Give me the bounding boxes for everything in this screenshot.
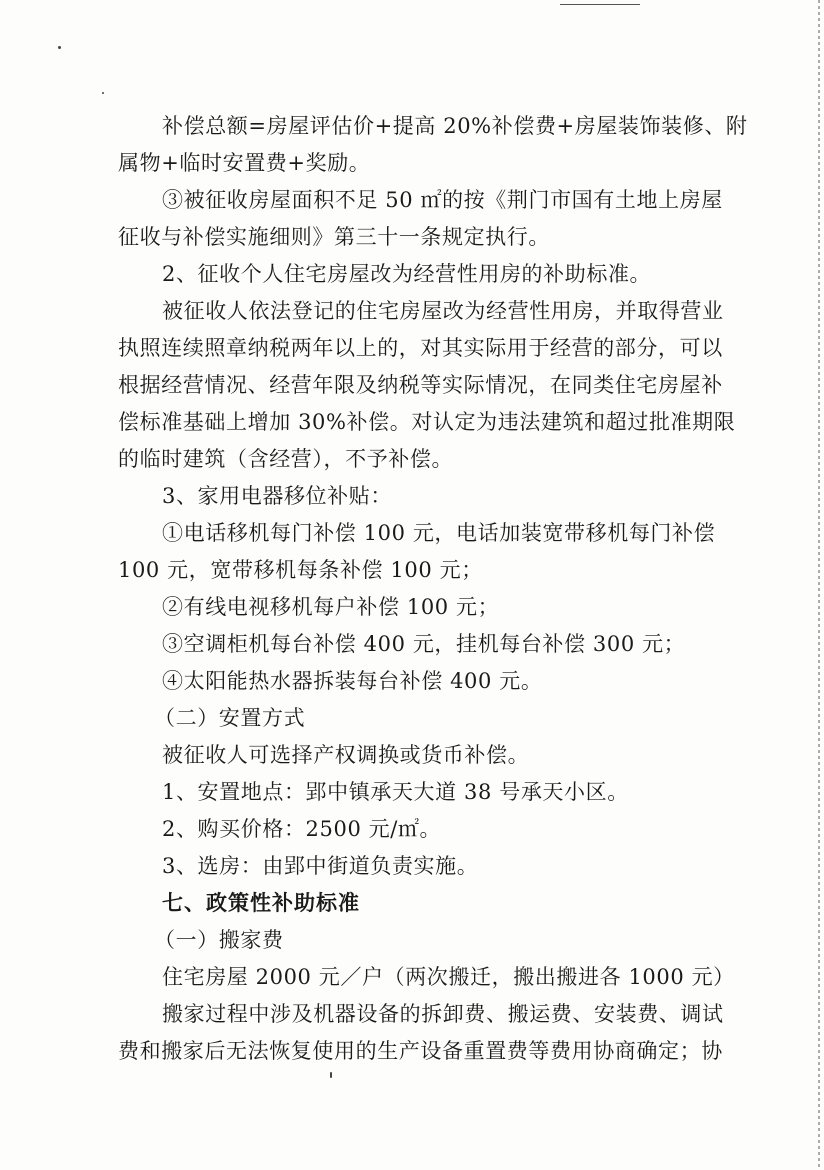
body-line-10: 的临时建筑（含经营），不予补偿。 (118, 447, 454, 471)
body-line-1: 补偿总额=房屋评估价+提高 20%补偿费+房屋装饰装修、附 (162, 114, 748, 138)
body-line-19: 1、安置地点：郢中镇承天大道 38 号承天小区。 (162, 780, 629, 804)
body-line-15: ③空调柜机每台补偿 400 元，挂机每台补偿 300 元； (162, 632, 686, 656)
body-line-24: 住宅房屋 2000 元／户（两次搬迁，搬出搬进各 1000 元） (162, 965, 735, 989)
section-heading-2: 2、征收个人住宅房屋改为经营性用房的补助标准。 (162, 262, 652, 286)
body-line-12: ①电话移机每门补偿 100 元，电话加装宽带移机每门补偿 (162, 521, 716, 545)
body-line-16: ④太阳能热水器拆装每台补偿 400 元。 (162, 669, 543, 693)
body-line-7: 执照连续照章纳税两年以上的，对其实际用于经营的部分，可以 (118, 336, 723, 360)
scan-speck (330, 1072, 332, 1078)
body-line-25: 搬家过程中涉及机器设备的拆卸费、搬运费、安装费、调试 (162, 1002, 724, 1026)
section-heading-3: 3、家用电器移位补贴： (162, 484, 392, 508)
scan-edge-mark (560, 4, 640, 5)
body-line-6: 被征收人依法登记的住宅房屋改为经营性用房，并取得营业 (162, 299, 724, 323)
scan-speck (102, 92, 104, 94)
body-line-14: ②有线电视移机每户补偿 100 元； (162, 595, 500, 619)
scan-speck (58, 46, 61, 49)
chapter-heading-7: 七、政策性补助标准 (162, 891, 360, 915)
body-line-4: 征收与补偿实施细则》第三十一条规定执行。 (118, 225, 550, 249)
body-line-21: 3、选房：由郢中街道负责实施。 (162, 854, 479, 878)
body-line-26: 费和搬家后无法恢复使用的生产设备重置费等费用协商确定；协 (118, 1039, 723, 1063)
body-line-3: ③被征收房屋面积不足 50 ㎡的按《荆门市国有土地上房屋 (162, 188, 723, 212)
body-line-13: 100 元，宽带移机每条补偿 100 元； (118, 558, 483, 582)
body-line-18: 被征收人可选择产权调换或货币补偿。 (162, 743, 530, 767)
subsection-heading-2: （二）安置方式 (154, 706, 306, 730)
scan-edge-shadow (818, 0, 820, 1170)
subsection-heading-1: （一）搬家费 (154, 928, 284, 952)
body-line-2: 属物+临时安置费+奖励。 (118, 151, 371, 175)
body-line-8: 根据经营情况、经营年限及纳税等实际情况，在同类住宅房屋补 (118, 373, 723, 397)
body-line-20: 2、购买价格：2500 元/㎡。 (162, 817, 442, 841)
body-line-9: 偿标准基础上增加 30%补偿。对认定为违法建筑和超过批准期限 (118, 410, 736, 434)
